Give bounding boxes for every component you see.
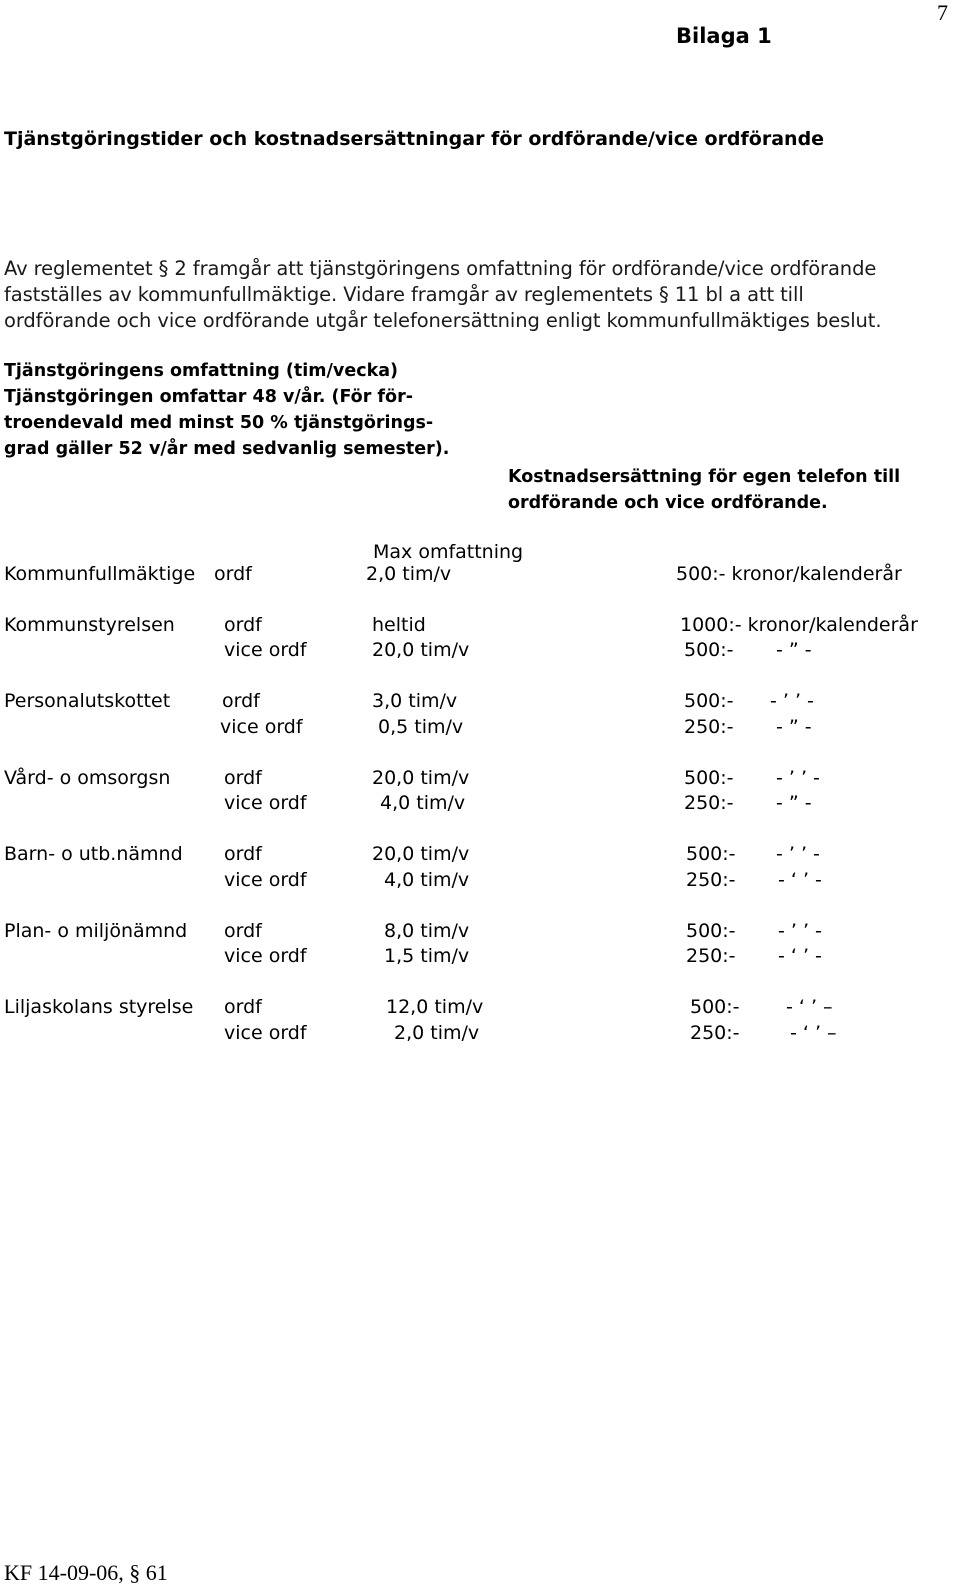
body-name: Kommunstyrelsen (4, 614, 175, 636)
intro-line: ordförande och vice ordförande utgår telefonersättning enligt kommunfullmäktiges beslut. (4, 309, 882, 332)
max-hours-value: 1,5 tim/v (384, 945, 470, 967)
ditto-mark: - ‘ ’ - (778, 869, 822, 891)
compensation-amount: 250:- (690, 1022, 740, 1044)
compensation-amount: 250:- (684, 716, 734, 738)
compensation-amount: 500:- (684, 767, 734, 789)
ditto-mark: - ‘ ’ – (790, 1022, 837, 1044)
note-line: Kostnadsersättning för egen telefon till (508, 467, 901, 487)
body-name: Barn- o utb.nämnd (4, 843, 183, 865)
ditto-mark: - ‘ ’ – (786, 996, 833, 1018)
role-label: ordf (224, 920, 262, 942)
appendix-label: Bilaga 1 (676, 24, 772, 48)
ditto-mark: - ’ ’ - (778, 920, 822, 942)
intro-paragraph (4, 256, 881, 334)
ditto-mark: - ” - (776, 792, 812, 814)
heading-line: Tjänstgöringen omfattar 48 v/år. (För för- (4, 387, 413, 407)
body-name: Vård- o omsorgsn (4, 767, 171, 789)
compensation-amount: 500:- (690, 996, 740, 1018)
page-number: 7 (937, 0, 948, 25)
max-hours-value: 4,0 tim/v (384, 869, 470, 891)
role-label: ordf (214, 563, 252, 585)
compensation-amount: 250:- (686, 869, 736, 891)
intro-line: fastställes av kommunfullmäktige. Vidare framgår av reglementets § 11 bl a att till (4, 283, 804, 306)
max-hours-value: 12,0 tim/v (386, 996, 484, 1018)
role-label: ordf (224, 843, 262, 865)
service-scope-heading (4, 358, 449, 462)
max-hours-value: 4,0 tim/v (380, 792, 466, 814)
heading-line: troendevald med minst 50 % tjänstgörings- (4, 413, 434, 433)
compensation-amount: 500:- (686, 920, 736, 942)
heading-line: grad gäller 52 v/år med sedvanlig semester). (4, 439, 450, 459)
max-hours-value: 20,0 tim/v (372, 639, 470, 661)
role-label: vice ordf (224, 792, 307, 814)
role-label: ordf (224, 996, 262, 1018)
intro-line: Av reglementet § 2 framgår att tjänstgöringens omfattning för ordförande/vice ordförande (4, 257, 877, 280)
body-name: Kommunfullmäktige (4, 563, 196, 585)
role-label: vice ordf (220, 716, 303, 738)
compensation-amount: 500:- (684, 639, 734, 661)
max-hours-value: 3,0 tim/v (372, 690, 458, 712)
max-hours-value: 2,0 tim/v (366, 563, 452, 585)
note-line: ordförande och vice ordförande. (508, 493, 828, 513)
role-label: ordf (224, 767, 262, 789)
heading-line: Tjänstgöringens omfattning (tim/vecka) (4, 361, 399, 381)
compensation-amount: 500:- kronor/kalenderår (676, 563, 902, 585)
max-hours-value: 8,0 tim/v (384, 920, 470, 942)
max-hours-value: 20,0 tim/v (372, 767, 470, 789)
compensation-amount: 250:- (686, 945, 736, 967)
max-hours-header: Max omfattning (373, 541, 524, 563)
ditto-mark: - ’ ’ - (776, 767, 820, 789)
role-label: vice ordf (224, 639, 307, 661)
ditto-mark: - ’ ’ - (776, 843, 820, 865)
compensation-amount: 500:- (686, 843, 736, 865)
body-name: Liljaskolans styrelse (4, 996, 194, 1018)
role-label: vice ordf (224, 945, 307, 967)
footer-reference: KF 14-09-06, § 61 (4, 1560, 168, 1585)
max-hours-value: 2,0 tim/v (394, 1022, 480, 1044)
max-hours-value: 0,5 tim/v (378, 716, 464, 738)
ditto-mark: - ” - (776, 716, 812, 738)
body-name: Plan- o miljönämnd (4, 920, 188, 942)
role-label: ordf (222, 690, 260, 712)
compensation-amount: 500:- (684, 690, 734, 712)
compensation-amount: 1000:- kronor/kalenderår (680, 614, 918, 636)
ditto-mark: - ” - (776, 639, 812, 661)
ditto-mark: - ‘ ’ - (778, 945, 822, 967)
body-name: Personalutskottet (4, 690, 171, 712)
document-title: Tjänstgöringstider och kostnadsersättningar för ordförande/vice ordförande (4, 128, 825, 150)
compensation-amount: 250:- (684, 792, 734, 814)
ditto-mark: - ’ ’ - (770, 690, 814, 712)
max-hours-value: 20,0 tim/v (372, 843, 470, 865)
phone-compensation-note (508, 464, 900, 516)
role-label: vice ordf (224, 1022, 307, 1044)
role-label: ordf (224, 614, 262, 636)
role-label: vice ordf (224, 869, 307, 891)
max-hours-value: heltid (372, 614, 426, 636)
